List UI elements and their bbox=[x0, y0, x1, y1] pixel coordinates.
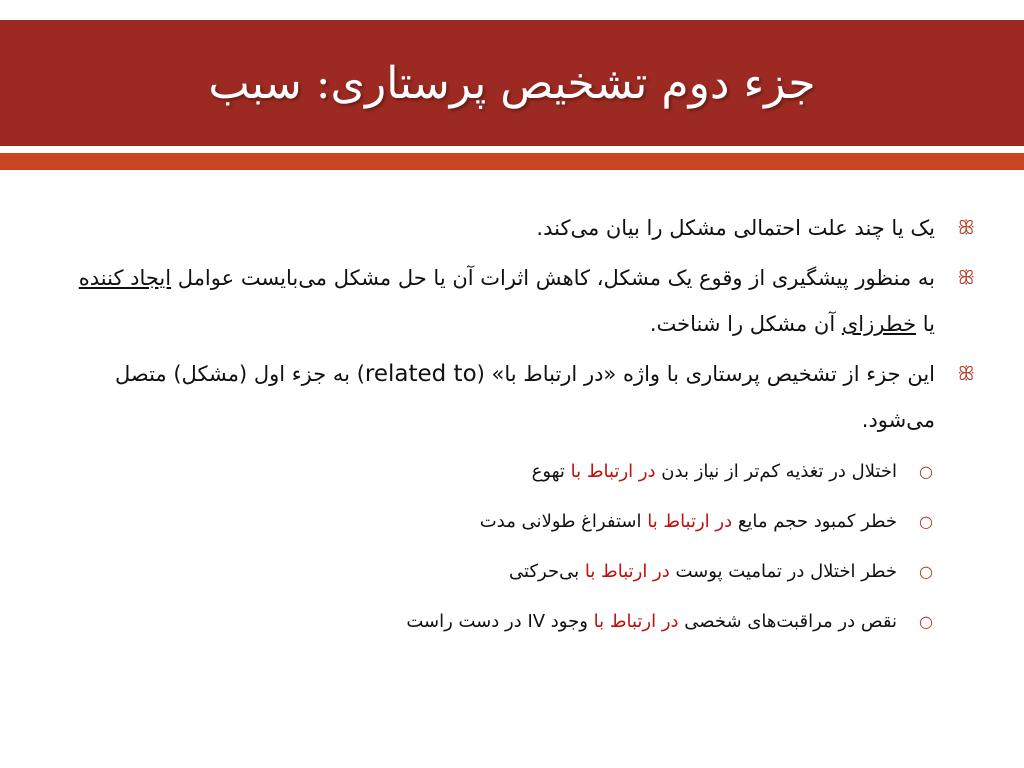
relation-highlight: در ارتباط با bbox=[584, 561, 670, 582]
sub-bullet-item bbox=[60, 547, 975, 597]
sub-text: تهوع bbox=[531, 461, 571, 482]
sub-bullet-item bbox=[60, 597, 975, 647]
bullet-text: یا bbox=[916, 312, 935, 336]
sub-text: اختلال در تغذیه کم‌تر از نیاز بدن bbox=[655, 461, 897, 482]
bullet-text: این جزء از تشخیص پرستاری با واژه «در ارتباط با» ( bbox=[476, 362, 935, 386]
bullet-icon: ꕥ bbox=[957, 217, 975, 239]
sub-text: وجود IV در دست راست bbox=[406, 611, 594, 632]
circle-bullet-icon: ○ bbox=[919, 562, 933, 581]
bullet-item bbox=[60, 255, 975, 347]
relation-highlight: در ارتباط با bbox=[647, 511, 733, 532]
bullet-icon: ꕥ bbox=[957, 363, 975, 385]
circle-bullet-icon: ○ bbox=[919, 612, 933, 631]
underlined-term: ایجاد کننده bbox=[78, 266, 172, 290]
bullet-text: به منظور پیشگیری از وقوع یک مشکل، کاهش اثرات آن یا حل مشکل می‌بایست عوامل bbox=[171, 266, 935, 290]
sub-text: بی‌حرکتی bbox=[509, 561, 585, 582]
bullet-icon: ꕥ bbox=[957, 267, 975, 289]
slide-content bbox=[60, 205, 975, 647]
sub-bullet-item bbox=[60, 497, 975, 547]
bullet-text: ) به جزء اول (مشکل) متصل می‌شود. bbox=[114, 362, 935, 432]
circle-bullet-icon: ○ bbox=[919, 512, 933, 531]
bullet-text: آن مشکل را شناخت. bbox=[649, 312, 842, 336]
sub-text: خطر اختلال در تمامیت پوست bbox=[669, 561, 897, 582]
underlined-term: خطرزای bbox=[841, 312, 917, 336]
accent-bar bbox=[0, 153, 1024, 170]
relation-highlight: در ارتباط با bbox=[570, 461, 656, 482]
latin-term: related to bbox=[364, 361, 477, 387]
bullet-item bbox=[60, 351, 975, 443]
circle-bullet-icon: ○ bbox=[919, 462, 933, 481]
sub-text: خطر کمبود حجم مایع bbox=[732, 511, 897, 532]
bullet-item bbox=[60, 205, 975, 251]
bullet-text: یک یا چند علت احتمالی مشکل را بیان می‌کند. bbox=[536, 216, 935, 240]
slide-title: جزء دوم تشخیص پرستاری: سبب bbox=[208, 57, 816, 109]
relation-highlight: در ارتباط با bbox=[593, 611, 679, 632]
sub-text: استفراغ طولانی مدت bbox=[479, 511, 648, 532]
sub-text: نقص در مراقبت‌های شخصی bbox=[678, 611, 897, 632]
sub-bullet-item bbox=[60, 447, 975, 497]
title-bar bbox=[0, 20, 1024, 146]
